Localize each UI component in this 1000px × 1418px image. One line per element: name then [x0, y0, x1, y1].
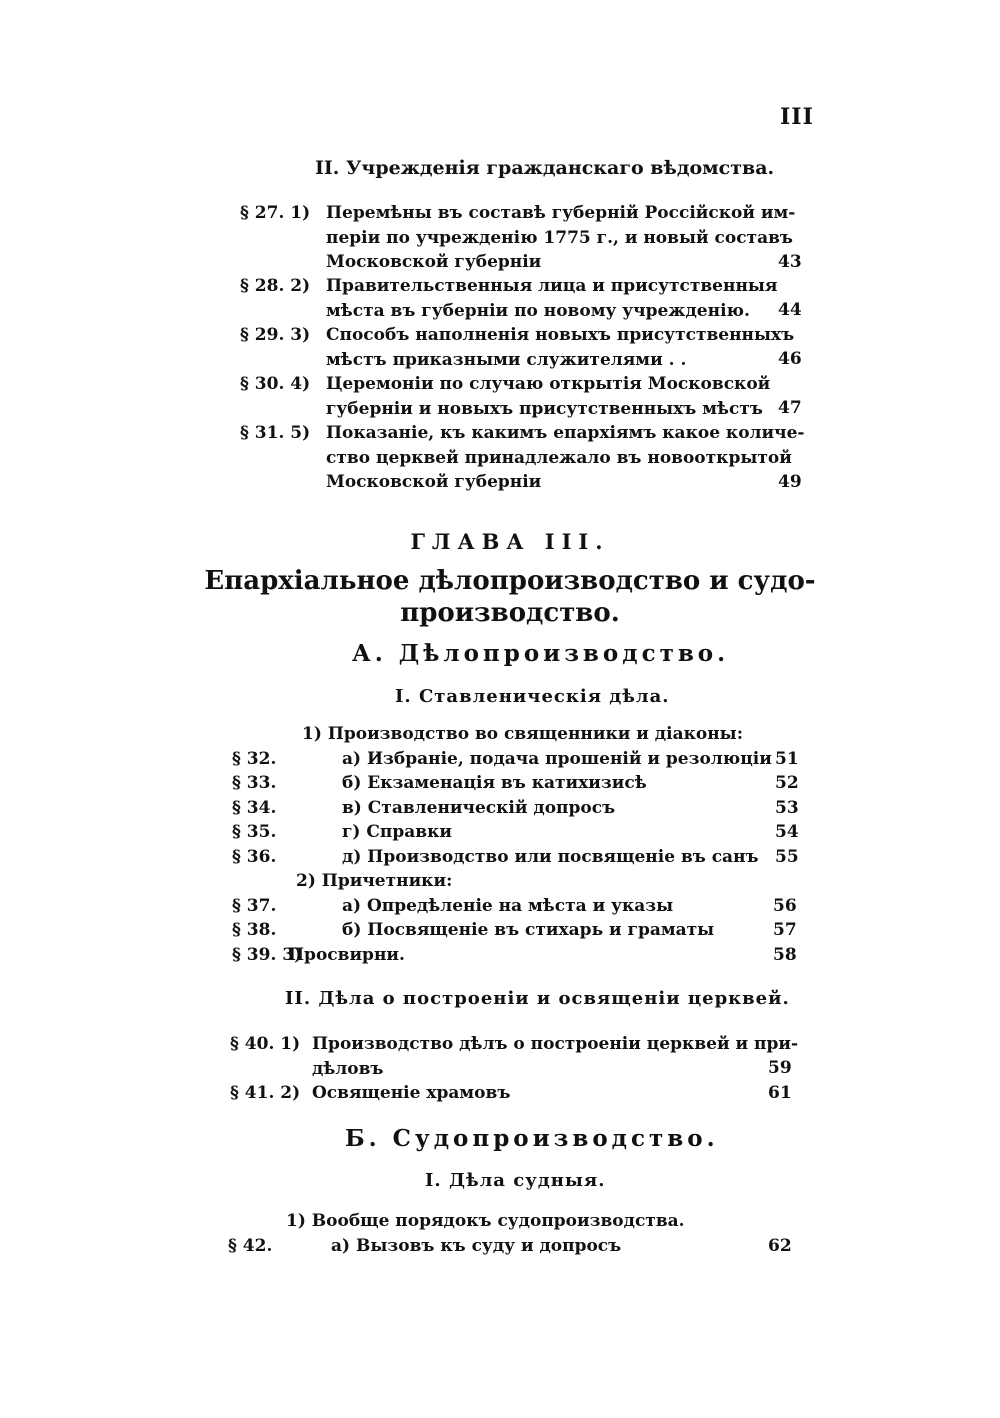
page-number: III [780, 104, 814, 130]
toc-entry [230, 1081, 810, 1106]
toc-list [232, 722, 812, 967]
entry-text: б) Екзаменація въ катихизисѣ [342, 773, 647, 793]
entry-line: Правительственныя лица и присутственныя [326, 276, 778, 296]
entry-text: г) Справки [342, 822, 452, 842]
entry-line: ство церквей принадлежало въ новооткрытой [326, 447, 792, 468]
toc-entry [240, 323, 820, 372]
part-heading: А. Дѣлопроизводство. [352, 640, 730, 667]
entry-page: 46 [778, 349, 802, 369]
subsection-heading: II. Дѣла о построеніи и освященіи церквей. [285, 988, 790, 1009]
entry-page: 57 [773, 920, 797, 940]
entry-text: д) Производство или посвященіе въ санъ [342, 846, 759, 867]
entry-text: б) Посвященіе въ стихарь и граматы [342, 920, 715, 940]
toc-entry [232, 820, 812, 845]
entry-number: § 33. [232, 773, 277, 793]
entry-line: Освященіе храмовъ [312, 1083, 511, 1103]
entry-line: губерніи и новыхъ присутственныхъ мѣстъ [326, 398, 763, 419]
subsection-heading: I. Ставленическія дѣла. [395, 686, 670, 707]
toc-entry [232, 771, 812, 796]
entry-page: 61 [768, 1083, 792, 1103]
toc-entry [232, 943, 812, 968]
entry-page: 54 [775, 822, 799, 842]
toc-entry [232, 894, 812, 919]
entry-page: 49 [778, 472, 802, 492]
part-heading: Б. Судопроизводство. [345, 1125, 719, 1152]
entry-line: дѣловъ [312, 1058, 384, 1079]
entry-line: Показаніе, къ какимъ епархіямъ какое количе- [326, 423, 805, 443]
toc-entry [240, 201, 820, 275]
entry-page: 62 [768, 1235, 792, 1256]
entry-page: 52 [775, 773, 799, 793]
entry-page: 47 [778, 398, 802, 418]
entry-text: а) Вызовъ къ суду и допросъ [331, 1235, 622, 1256]
entry-number: § 29. 3) [240, 325, 311, 345]
entry-page: 53 [775, 797, 799, 818]
entry-line: Церемоніи по случаю открытія Московской [326, 374, 771, 394]
entry-page: 43 [778, 252, 802, 272]
entry-number: § 27. 1) [240, 203, 311, 223]
entry-line: Московской губерніи [326, 472, 542, 492]
entry-line: Перемѣны въ составѣ губерній Россійской им- [326, 203, 796, 223]
entry-page: 56 [773, 895, 797, 916]
toc-entry [232, 918, 812, 943]
toc-entry [240, 421, 820, 495]
entry-page: 51 [775, 748, 799, 769]
entry-text: Просвирни. [288, 944, 405, 965]
toc-entry [228, 1234, 808, 1259]
chapter-title-line: производство. [400, 598, 620, 628]
entry-number: § 42. [228, 1235, 273, 1256]
entry-number: § 37. [232, 895, 277, 916]
entry-number: § 32. [232, 748, 277, 769]
toc-entry [240, 372, 820, 421]
entry-page: 55 [775, 846, 799, 867]
section-heading: II. Учрежденія гражданскаго вѣдомства. [315, 157, 775, 179]
toc-entry [232, 845, 812, 870]
toc-entry [230, 1032, 810, 1081]
entry-line: мѣста въ губерніи по новому учрежденію. [326, 300, 750, 321]
chapter-heading: ГЛАВА III. [410, 529, 610, 554]
entry-line: періи по учрежденію 1775 г., и новый составъ [326, 227, 793, 248]
entry-text: а) Опредѣленіе на мѣста и указы [342, 895, 674, 916]
entry-line: Производство дѣлъ о построеніи церквей и при- [312, 1034, 799, 1054]
group-heading: 2) Причетники: [296, 871, 453, 891]
toc-entry [232, 796, 812, 821]
entry-page: 58 [773, 944, 797, 965]
entry-page: 44 [778, 300, 802, 320]
entry-number: § 35. [232, 822, 277, 842]
entry-number: § 28. 2) [240, 276, 311, 296]
group-heading: 1) Вообще порядокъ судопроизводства. [286, 1211, 685, 1231]
entry-number: § 39. 3) [232, 944, 303, 965]
entry-text: а) Избраніе, подача прошеній и резолюціи [342, 748, 772, 769]
chapter-title [200, 565, 820, 629]
toc-entry [240, 274, 820, 323]
entry-line: Способъ наполненія новыхъ присутственныхъ [326, 325, 795, 345]
entry-page: 59 [768, 1058, 792, 1078]
entry-text: в) Ставленическій допросъ [342, 797, 616, 818]
chapter-title-line: Епархіальное дѣлопроизводство и судо- [204, 566, 816, 596]
entry-number: § 38. [232, 920, 277, 940]
entry-number: § 40. 1) [230, 1034, 301, 1054]
entry-number: § 30. 4) [240, 374, 311, 394]
entry-number: § 36. [232, 846, 277, 867]
toc-list [228, 1209, 808, 1258]
entry-number: § 31. 5) [240, 423, 311, 443]
subsection-heading: I. Дѣла судныя. [425, 1170, 606, 1191]
group-heading: 1) Производство во священники и діаконы: [302, 724, 743, 744]
entry-number: § 34. [232, 797, 277, 818]
entry-line: мѣстъ приказными служителями . . [326, 349, 687, 370]
toc-entry [232, 747, 812, 772]
entry-line: Московской губерніи [326, 252, 542, 272]
entry-number: § 41. 2) [230, 1083, 301, 1103]
